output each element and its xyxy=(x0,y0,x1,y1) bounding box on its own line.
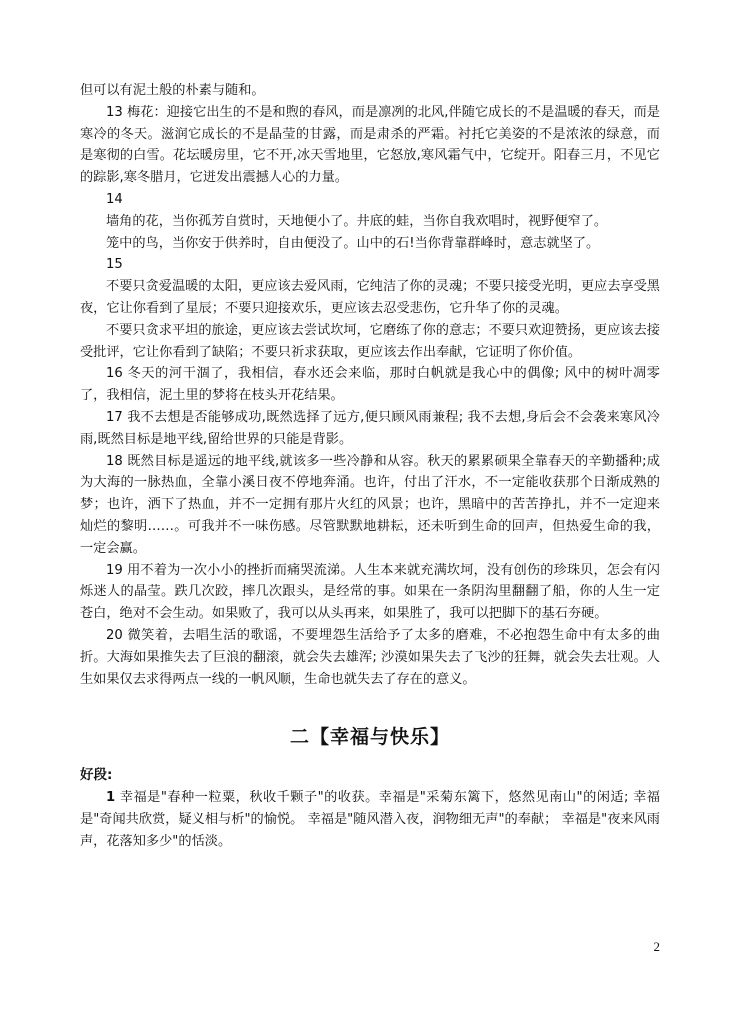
paragraph-18: 18 既然目标是遥远的地平线,就该多一些冷静和从容。秋天的累累硕果全靠春天的辛勤播种;成为大海的一脉热血，全靠小溪日夜不停地奔涌。也许，付出了汗水，不一定能收获那个日渐成熟的梦；也许，洒下了热血，并不一定拥有那片火红的风景；也许，黑暗中的苦苦挣扎，并不一定迎来灿烂的黎明……。可我并不一味伤感。尽管默默地耕耘，还未听到生命的回声，但热爱生命的我，一定会赢。 xyxy=(80,453,660,556)
paragraph-19: 19 用不着为一次小小的挫折而痛哭流涕。人生本来就充满坎坷，没有创伤的珍珠贝，怎会有闪烁迷人的晶莹。跌几次跤，摔几次跟头，是经常的事。如果在一条阴沟里翻翻了船，你的人生一定苍白，绝对不会生动。如果败了，我可以从头再来，如果胜了，我可以把脚下的基石夯硬。 xyxy=(80,562,660,622)
section-paragraph-number: 1 xyxy=(106,790,116,806)
paragraph-15-number: 15 xyxy=(106,257,123,273)
paragraph-14-line-1: 墙角的花，当你孤芳自赏时，天地便小了。井底的蛙，当你自我欢唱时，视野便窄了。 xyxy=(106,213,608,229)
paragraph-20: 20 微笑着，去唱生活的歌谣，不要埋怨生活给予了太多的磨难，不必抱怨生命中有太多的曲折。大海如果推失去了巨浪的翻滚，就会失去雄浑; 沙漠如果失去了飞沙的狂舞，就会失去壮观。人生如果仅去求得两点一线的一帆风顺，生命也就失去了存在的意义。 xyxy=(80,627,660,687)
section-heading: 二【幸福与快乐】 xyxy=(289,726,450,749)
paragraph-17: 17 我不去想是否能够成功,既然选择了远方,便只顾风雨兼程; 我不去想,身后会不会袭来寒风冷雨,既然目标是地平线,留给世界的只能是背影。 xyxy=(80,409,660,447)
page-content xyxy=(80,80,660,853)
section-subheading: 好段: xyxy=(80,767,113,784)
paragraph-continuation: 但可以有泥土般的朴素与随和。 xyxy=(80,83,265,98)
paragraph-16: 16 冬天的河干涸了，我相信，春水还会来临，那时白帆就是我心中的偶像; 风中的树叶凋零了，我相信，泥土里的梦将在枝头开花结果。 xyxy=(80,366,660,404)
paragraph-14-number: 14 xyxy=(106,191,123,207)
paragraph-14-line-2: 笼中的鸟，当你安于供养时，自由便没了。山中的石!当你背靠群峰时，意志就坚了。 xyxy=(106,235,600,251)
paragraph-15-part-2: 不要只贪求平坦的旅途，更应该去尝试坎坷，它磨练了你的意志；不要只欢迎赞扬，更应该去接受批评，它让你看到了缺陷；不要只祈求获取，更应该去作出奉献，它证明了你价值。 xyxy=(80,322,660,360)
section-paragraph-1 xyxy=(80,787,660,852)
section-paragraph-text: 幸福是"春种一粒粟，秋收千颗子"的收获。幸福是"采菊东篱下，悠然见南山"的闲适; 幸福是"奇闻共欣赏，疑义相与析"的愉悦。 幸福是"随风潜入夜，润物细无声"的奉献； 幸福是"夜来风雨声，花落知多少"的恬淡。 xyxy=(80,790,660,849)
paragraph-15-part-1: 不要只贪爱温暖的太阳，更应该去爱风雨，它纯洁了你的灵魂；不要只接受光明，更应去享受黑夜，它让你看到了星辰；不要只迎接欢乐，更应该去忍受悲伤，它升华了你的灵魂。 xyxy=(80,279,660,316)
paragraph-13: 13 梅花：迎接它出生的不是和煦的春风，而是凛冽的北风,伴随它成长的不是温暖的春天，而是寒冷的冬天。滋润它成长的不是晶莹的甘露，而是肃杀的严霜。衬托它美姿的不是浓浓的绿意，而是寒彻的白雪。花坛暖房里，它不开,冰天雪地里，它怒放,寒风霜气中，它绽开。阳春三月，不见它的踪影,寒冬腊月，它迸发出震撼人心的力量。 xyxy=(80,104,660,186)
page-number: 2 xyxy=(653,939,660,954)
